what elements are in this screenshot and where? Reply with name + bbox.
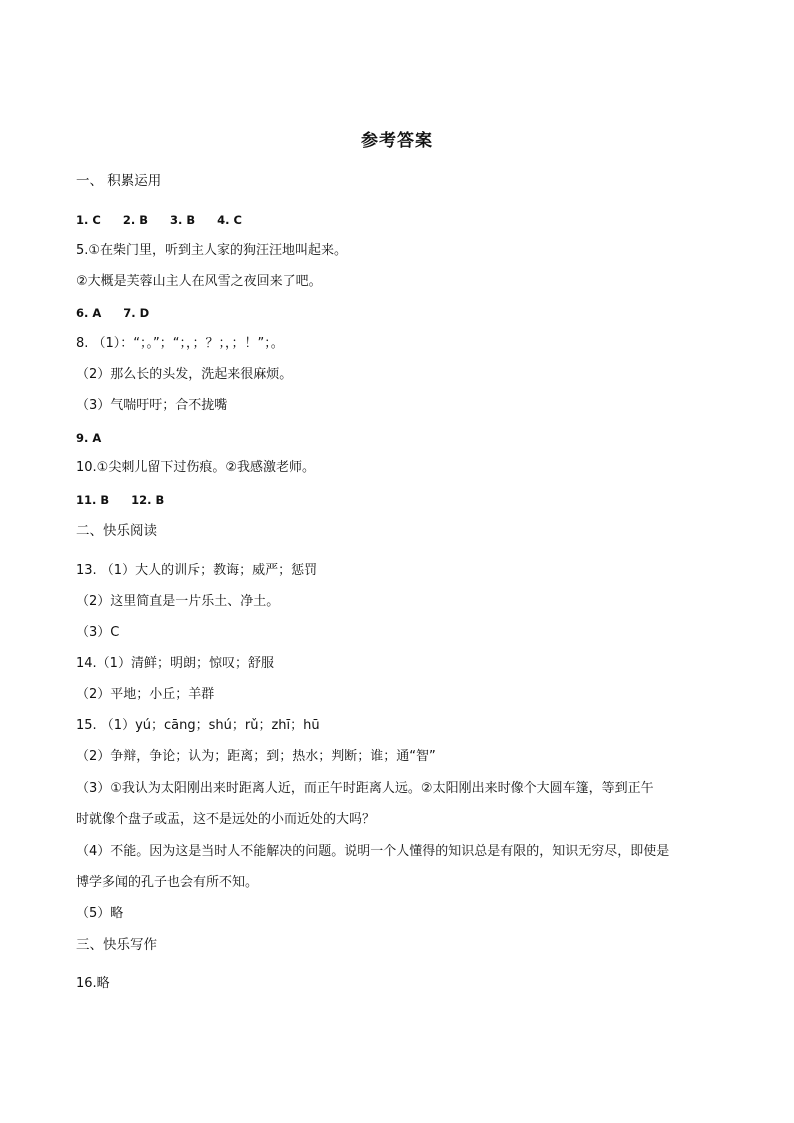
answer-15-part-4-line-1: （4）不能。因为这是当时人不能解决的问题。说明一个人懂得的知识总是有限的，知识无穷尽，即使是 xyxy=(76,844,670,859)
answer-13-part-1: 13. （1）大人的训斥；教诲；威严；惩罚 xyxy=(76,563,318,578)
answer-15-part-4-line-2: 博学多闻的孔子也会有所不知。 xyxy=(76,875,259,890)
section-heading-2: 二、快乐阅读 xyxy=(76,523,157,539)
answer-14-part-1: 14.（1）清鲜；明朗；惊叹；舒服 xyxy=(76,656,274,671)
answer-15-part-1: 15. （1）yú；cāng；shú；rǔ；zhī；hū xyxy=(76,718,320,733)
page-title: 参考答案 xyxy=(361,131,433,151)
answer-1: 1. C xyxy=(76,213,101,227)
answer-4: 4. C xyxy=(217,213,242,227)
answer-13-part-3: （3）C xyxy=(76,625,120,640)
answer-11: 11. B xyxy=(76,493,110,507)
answer-7: 7. D xyxy=(123,306,150,320)
answer-2: 2. B xyxy=(122,213,148,227)
answer-15-part-5: （5）略 xyxy=(76,906,124,921)
answer-15-part-2: （2）争辩，争论；认为；距离；到；热水；判断；谁；通“智” xyxy=(76,749,436,764)
answers-1-4 xyxy=(76,211,242,229)
answer-8-part-3: （3）气喘吁吁；合不拢嘴 xyxy=(76,398,228,413)
answer-9: 9. A xyxy=(76,431,102,445)
answer-10: 10.①尖刺儿留下过伤痕。②我感激老师。 xyxy=(76,460,315,475)
answer-15-part-3-line-1: （3）①我认为太阳刚出来时距离人近，而正午时距离人远。②太阳刚出来时像个大圆车篷，等到正午 xyxy=(76,781,654,796)
answer-15-part-3-line-2: 时就像个盘子或盂，这不是远处的小而近处的大吗？ xyxy=(76,812,376,827)
answer-5-line-2: ②大概是芙蓉山主人在风雪之夜回来了吧。 xyxy=(76,274,322,289)
answer-8-part-2: （2）那么长的头发，洗起来很麻烦。 xyxy=(76,367,293,382)
answer-12: 12. B xyxy=(131,493,165,507)
section-heading-3: 三、快乐写作 xyxy=(76,937,157,953)
answers-11-12 xyxy=(76,491,164,509)
answer-6: 6. A xyxy=(76,306,102,320)
answer-5-line-1: 5.①在柴门里，听到主人家的狗汪汪地叫起来。 xyxy=(76,243,348,258)
answer-16: 16.略 xyxy=(76,976,110,991)
answer-8-part-1: 8. （1）：“；。”；“；，；？；，；！”；。 xyxy=(76,336,284,351)
answer-3: 3. B xyxy=(169,213,196,227)
answer-13-part-2: （2）这里简直是一片乐土、净土。 xyxy=(76,594,280,609)
section-heading-1: 一、 积累运用 xyxy=(76,173,162,189)
answer-14-part-2: （2）平地；小丘；羊群 xyxy=(76,687,215,702)
answers-6-7 xyxy=(76,304,149,322)
